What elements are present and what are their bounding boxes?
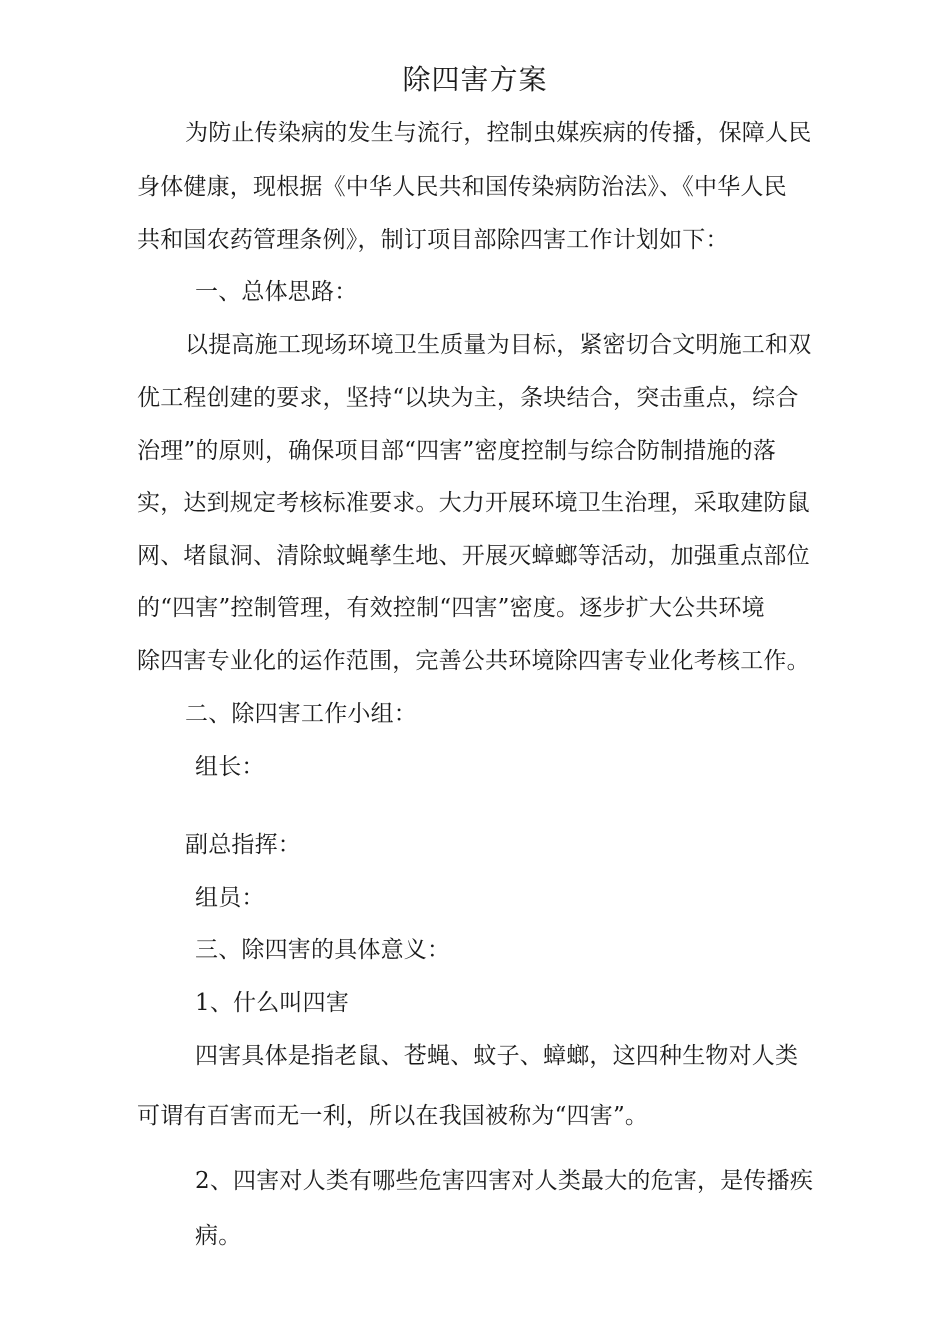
section-1-line-4: 实，达到规定考核标准要求。大力开展环境卫生治理，采取建防鼠	[137, 490, 810, 516]
section-1-line-7: 除四害专业化的运作范围，完善公共环境除四害专业化考核工作。	[137, 648, 810, 674]
section-1-line-1: 以提高施工现场环境卫生质量为目标，紧密切合文明施工和双	[185, 332, 812, 358]
intro-line-3: 共和国农药管理条例》，制订项目部除四害工作计划如下：	[137, 227, 729, 253]
section-1-line-2: 优工程创建的要求，坚持“以块为主，条块结合，突击重点，综合	[137, 385, 799, 411]
deputy-commander-label: 副总指挥：	[185, 832, 301, 858]
section-1-line-5: 网、堵鼠洞、清除蚊蝇孳生地、开展灭蟑螂等活动，加强重点部位	[137, 543, 810, 569]
question-2-line-2: 病。	[195, 1223, 242, 1249]
section-1-heading: 一、总体思路：	[195, 279, 358, 305]
answer-1-line-2: 可谓有百害而无一利，所以在我国被称为“四害”。	[137, 1103, 649, 1129]
section-1-line-6: 的“四害”控制管理，有效控制“四害”密度。逐步扩大公共环境	[137, 595, 765, 621]
question-2-line-1: 2、四害对人类有哪些危害四害对人类最大的危害，是传播疾	[195, 1168, 814, 1194]
section-3-heading: 三、除四害的具体意义：	[195, 937, 451, 963]
intro-line-2: 身体健康，现根据《中华人民共和国传染病防治法》、《中华人民	[137, 174, 787, 200]
group-members-label: 组员：	[195, 885, 265, 911]
page-title: 除四害方案	[402, 63, 548, 96]
intro-line-1: 为防止传染病的发生与流行，控制虫媒疾病的传播，保障人民	[185, 120, 812, 146]
section-1-line-3: 治理”的原则，确保项目部“四害”密度控制与综合防制措施的落	[137, 438, 777, 464]
question-1: 1、什么叫四害	[195, 990, 350, 1016]
answer-1-line-1: 四害具体是指老鼠、苍蝇、蚊子、蟑螂，这四种生物对人类	[195, 1043, 799, 1069]
group-leader-label: 组长：	[195, 754, 265, 780]
section-2-heading: 二、除四害工作小组：	[185, 701, 417, 727]
